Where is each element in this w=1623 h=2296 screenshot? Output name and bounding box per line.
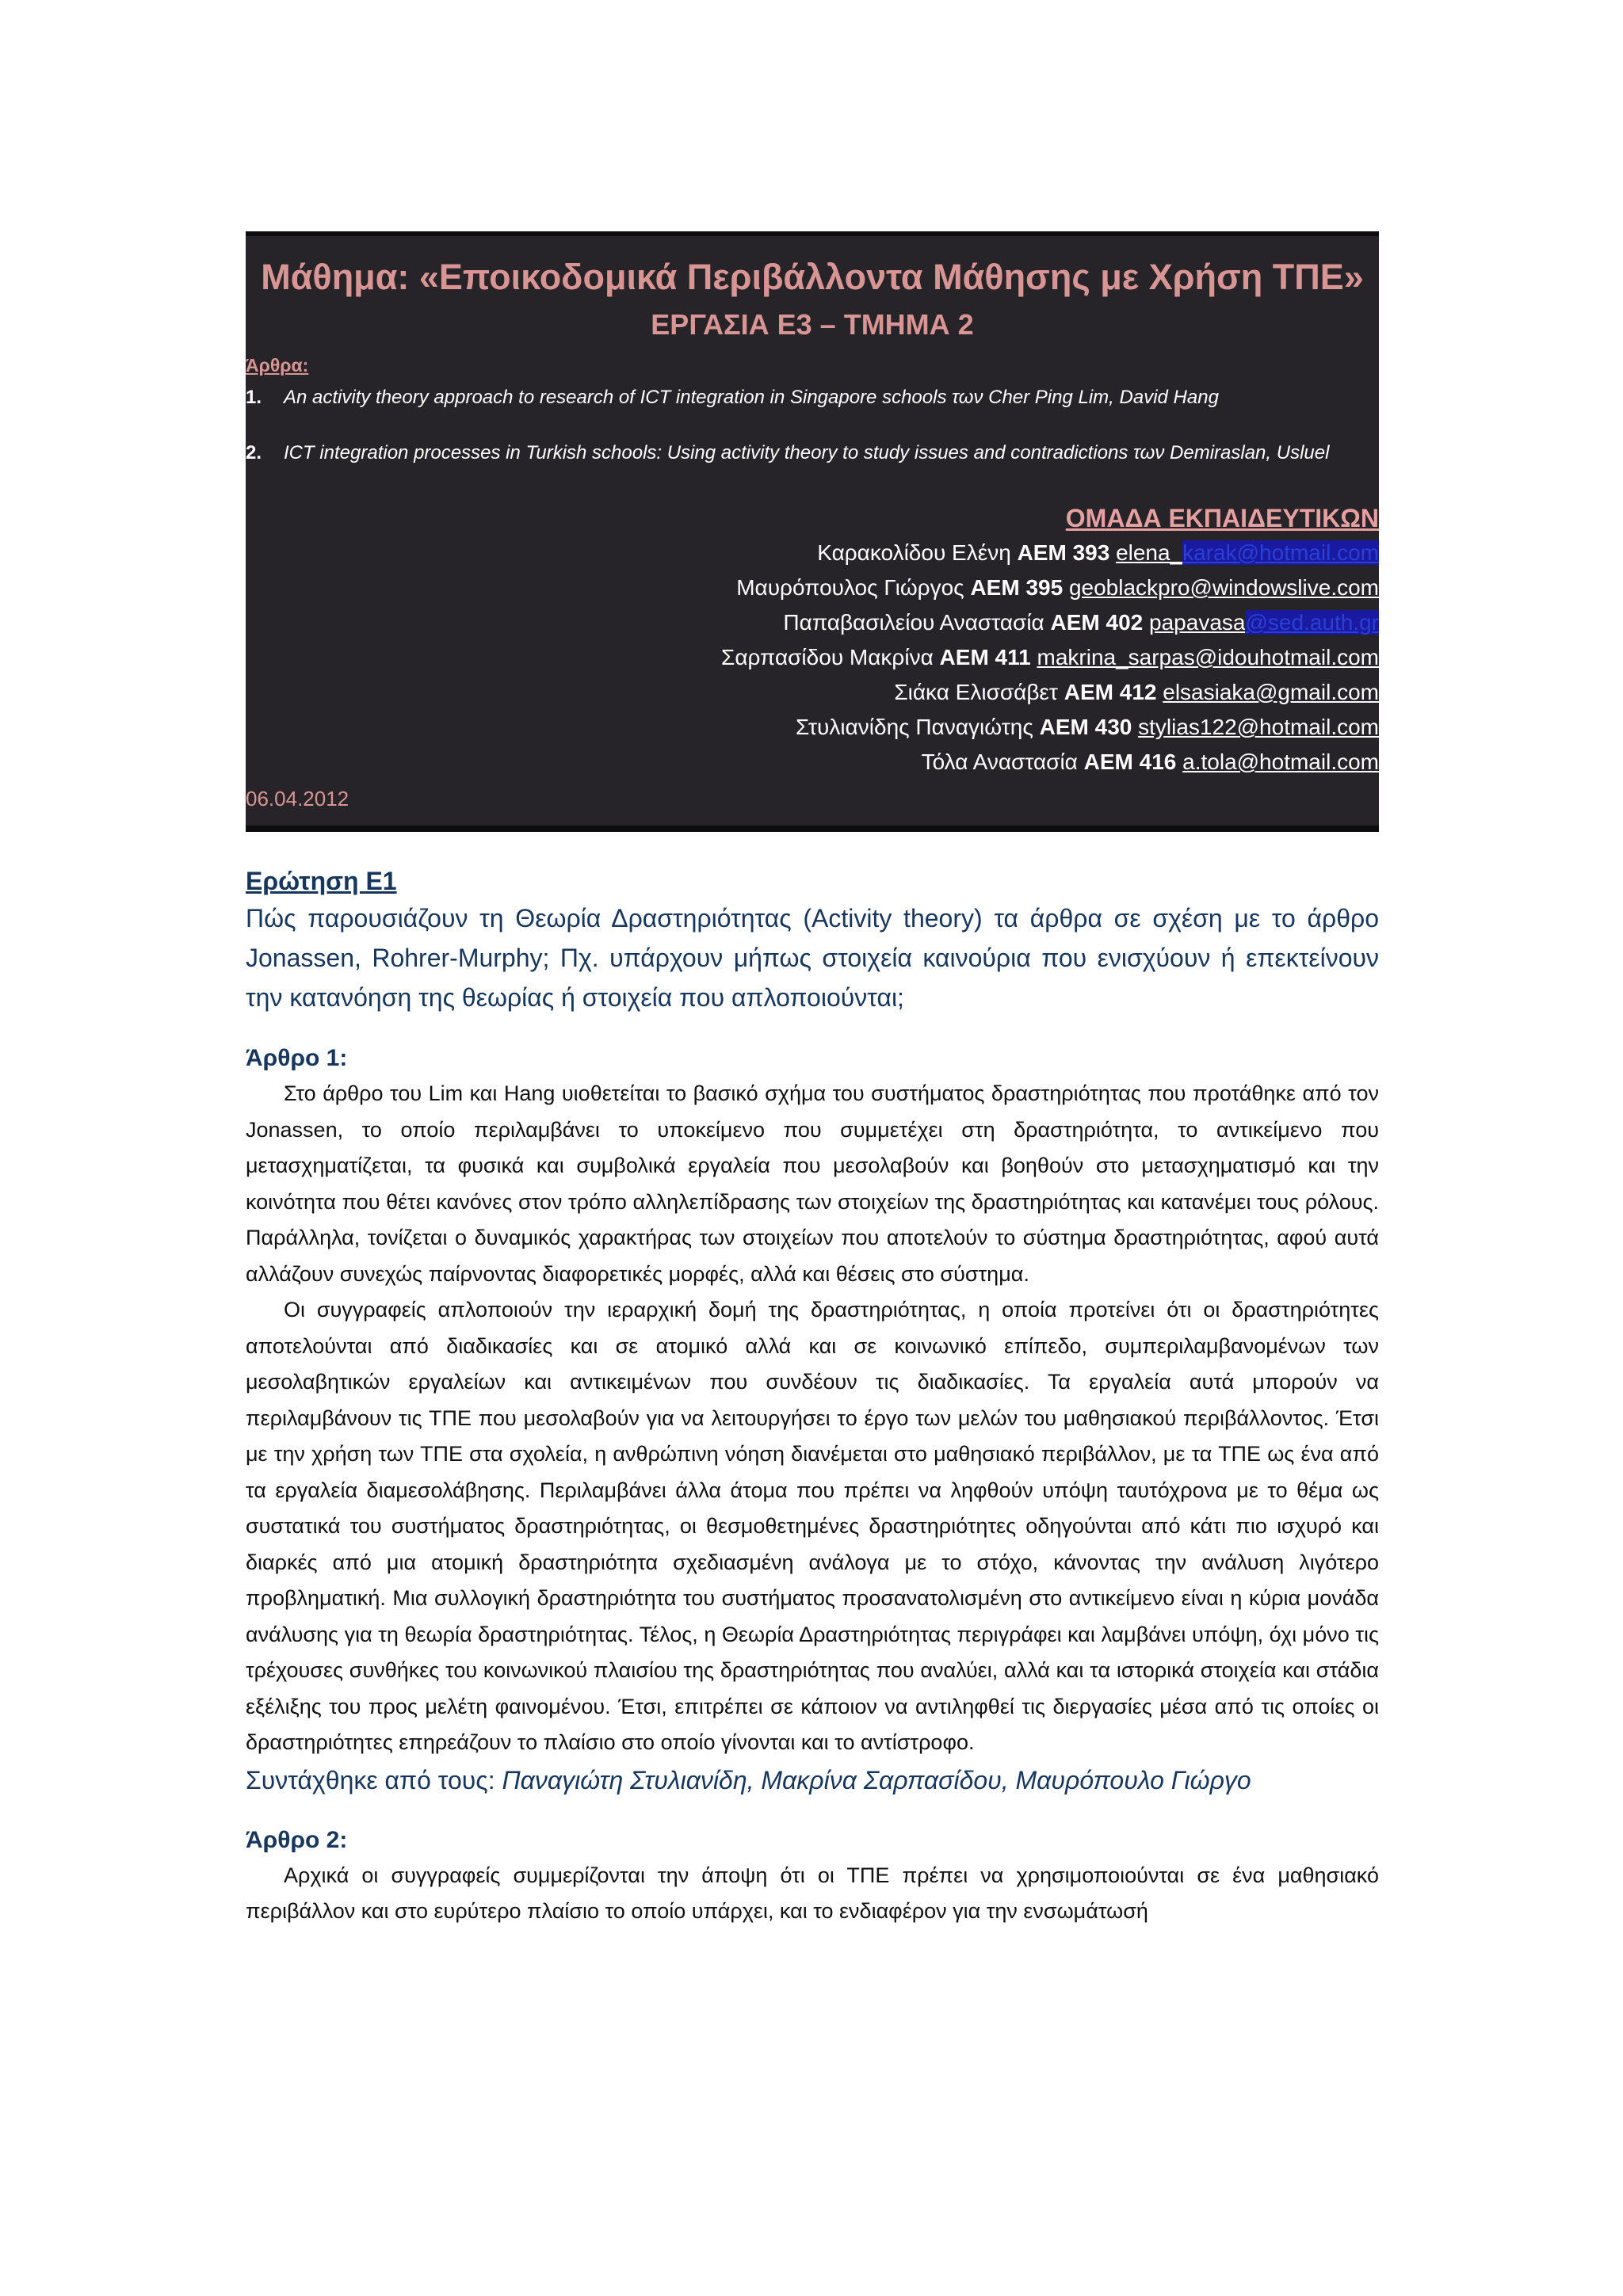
member-name: Τόλα Αναστασία xyxy=(921,749,1078,774)
member-name: Στυλιανίδης Παναγιώτης xyxy=(796,715,1033,739)
article-2-heading: Άρθρο 2: xyxy=(246,1826,348,1853)
member-aem: ΑΕΜ 402 xyxy=(1050,610,1144,635)
team-member xyxy=(246,675,1379,710)
member-email-link[interactable]: a.tola@hotmail.com xyxy=(1182,749,1379,774)
team-member xyxy=(246,745,1379,780)
credit-prefix: Συντάχθηκε από τους: xyxy=(246,1765,502,1794)
member-name: Σαρπασίδου Μακρίνα xyxy=(721,645,934,669)
credit-names: Παναγιώτη Στυλιανίδη, Μακρίνα Σαρπασίδου, Μαυρόπουλο Γιώργο xyxy=(502,1765,1251,1794)
article-number: 2. xyxy=(246,442,262,463)
member-name: Καρακολίδου Ελένη xyxy=(817,540,1011,565)
member-email-link[interactable]: geoblackpro@windowslive.com xyxy=(1068,575,1379,600)
team-member xyxy=(246,536,1379,570)
member-aem: ΑΕΜ 393 xyxy=(1017,540,1110,565)
member-name: Σιάκα Ελισσάβετ xyxy=(894,680,1058,704)
member-aem: ΑΕΜ 416 xyxy=(1083,749,1177,774)
course-title: Μάθημα: «Εποικοδομικά Περιβάλλοντα Μάθησης με Χρήση ΤΠΕ» xyxy=(261,257,1364,297)
member-email-link-highlighted[interactable]: @sed.auth.gr xyxy=(1245,610,1379,635)
submission-date: 06.04.2012 xyxy=(246,787,349,810)
article-title: An activity theory approach to research of ICT integration in Singapore schools των Cher Ping Lim, David Hang xyxy=(284,387,1219,408)
article-1-paragraph: Στο άρθρο του Lim και Hang υιοθετείται το βασικό σχήμα του συστήματος δραστηριότητας που προτάθηκε από τον Jonassen, το οποίο περιλαμβάνει το υποκείμενο που συμμετέχει στη δραστηριότητα, το αντικείμενο που μετασχηματίζεται, τα φυσικά και συμβολικά εργαλεία που μεσολαβούν και βοηθούν στο μετασχηματισμό και την κοινότητα που θέτει κανόνες στον τρόπο αλληλεπίδρασης των στοιχείων της δραστηριότητας και κατανέμει τους ρόλους. Παράλληλα, τονίζεται ο δυναμικός χαρακτήρας των στοιχείων που αποτελούν το σύστημα δραστηριότητας, αφού αυτά αλλάζουν συνεχώς παίρνοντας διαφορετικές μορφές, αλλά και θέσεις στο σύστημα. xyxy=(246,1081,1379,1286)
assignment-subtitle: ΕΡΓΑΣΙΑ Ε3 – ΤΜΗΜΑ 2 xyxy=(651,308,974,341)
article-1-paragraph: Οι συγγραφείς απλοποιούν την ιεραρχική δομή της δραστηριότητας, η οποία προτείνει ότι οι δραστηριότητες αποτελούνται από διαδικασίες και σε ατομικό αλλά και σε κοινωνικό επίπεδο, συμπεριλαμβανομένων των μεσολαβητικών εργαλείων και αντικειμένων που συνδέουν τις διαδικασίες. Τα εργαλεία αυτά μπορούν να περιλαμβάνουν τις ΤΠΕ που μεσολαβούν για να λειτουργήσει το έργο των μελών του μαθησιακού περιβάλλοντος. Έτσι με την χρήση των ΤΠΕ στα σχολεία, η ανθρώπινη νόηση διανέμεται στο μαθησιακό περιβάλλον, με τα ΤΠΕ ως ένα από τα εργαλεία διαμεσολάβησης. Περιλαμβάνει άλλα άτομα που πρέπει να ληφθούν υπόψη ταυτόχρονα με το θέμα ως συστατικά του συστήματος δραστηριότητας, οι θεσμοθετημένες δραστηριότητες οδηγούνται από κάτι πιο ισχυρό και διαρκές από μια ατομική δραστηριότητα σχεδιασμένη ανάλογα με το στόχο, κάνοντας την ανάλυση λιγότερο προβληματική. Μια συλλογική δραστηριότητα του συστήματος προσανατολισμένη στο αντικείμενο είναι η κύρια μονάδα ανάλυσης για τη θεωρία δραστηριότητας. Τέλος, η Θεωρία Δραστηριότητας περιγράφει και λαμβάνει υπόψη, όχι μόνο τις τρέχουσες συνθήκες του κοινωνικού πλαισίου της δραστηριότητας που αναλύει, αλλά και τα ιστορικά στοιχεία και στάδια εξέλιξης του προς μελέτη φαινομένου. Έτσι, επιτρέπει σε κάποιον να αντιληφθεί τις διεργασίες μέσα από τις οποίες οι δραστηριότητες επηρεάζουν το πλαίσιο στο οποίο γίνονται και το αντίστροφο. xyxy=(246,1298,1379,1754)
question-text: Πώς παρουσιάζουν τη Θεωρία Δραστηριότητας (Activity theory) τα άρθρα σε σχέση με το άρθρο Jonassen, Rohrer-Murphy; Πχ. υπάρχουν μήπως στοιχεία καινούρια που ενισχύουν ή επεκτείνουν την κατανόηση της θεωρίας ή στοιχεία που απλοποιούνται; xyxy=(246,904,1379,1012)
team-member xyxy=(246,640,1379,675)
member-aem: ΑΕΜ 430 xyxy=(1039,715,1132,739)
member-email-link[interactable]: elena_ xyxy=(1116,540,1183,565)
member-email-link-highlighted[interactable]: karak@hotmail.com xyxy=(1182,540,1379,565)
article-1-credit xyxy=(246,1761,1379,1799)
member-email-link[interactable]: makrina_sarpas@idouhotmail.com xyxy=(1037,645,1379,669)
document-page xyxy=(246,231,1379,1930)
header-block xyxy=(246,231,1379,832)
team-member xyxy=(246,570,1379,605)
member-aem: ΑΕΜ 411 xyxy=(939,645,1031,669)
team-member xyxy=(246,710,1379,745)
member-aem: ΑΕΜ 412 xyxy=(1064,680,1157,704)
article-title: ICT integration processes in Turkish schools: Using activity theory to study issues and contradictions των Demiraslan, Usluel xyxy=(284,442,1330,463)
member-name: Μαυρόπουλος Γιώργος xyxy=(736,575,964,600)
article-number: 1. xyxy=(246,387,262,408)
member-aem: ΑΕΜ 395 xyxy=(970,575,1064,600)
article-reference-1 xyxy=(246,385,1379,410)
articles-label: Άρθρα: xyxy=(246,355,309,376)
member-email-link[interactable]: stylias122@hotmail.com xyxy=(1138,715,1379,739)
member-email-link[interactable]: elsasiaka@gmail.com xyxy=(1163,680,1379,704)
question-label: Ερώτηση Ε1 xyxy=(246,867,397,895)
team-title: ΟΜΑΔΑ ΕΚΠΑΙΔΕΥΤΙΚΩΝ xyxy=(1065,504,1379,532)
article-2-paragraph: Αρχικά οι συγγραφείς συμμερίζονται την άποψη ότι οι ΤΠΕ πρέπει να χρησιμοποιούνται σε ένα μαθησιακό περιβάλλον και στο ευρύτερο πλαίσιο το οποίο υπάρχει, και το ενδιαφέρον για την ενσωμάτωσή xyxy=(246,1863,1379,1923)
team-member xyxy=(246,605,1379,640)
member-email-link[interactable]: papavasa xyxy=(1149,610,1246,635)
article-reference-2 xyxy=(246,441,1379,466)
member-name: Παπαβασιλείου Αναστασία xyxy=(783,610,1044,635)
article-1-heading: Άρθρο 1: xyxy=(246,1045,348,1071)
